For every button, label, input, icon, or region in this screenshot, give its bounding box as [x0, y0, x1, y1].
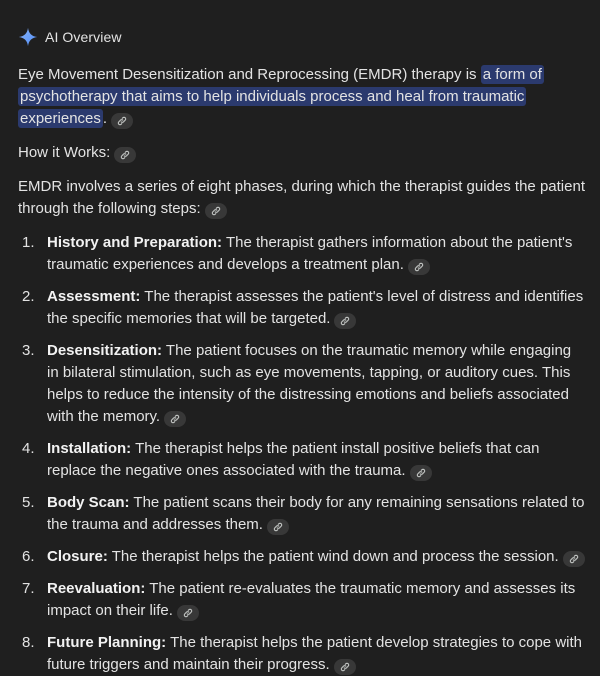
step-title: Body Scan:: [47, 494, 130, 511]
step-number: 6.: [22, 548, 35, 565]
list-item: [18, 546, 586, 568]
step-number: 4.: [22, 440, 35, 457]
step-description: The patient focuses on the traumatic memory while engaging in bilateral stimulation, such as eye movements, tapping, or auditory cues. This helps to reduce the intensity of the distressing emotions and beliefs associated with the memory.: [47, 342, 572, 425]
source-link-button[interactable]: [111, 113, 133, 129]
step-number: 5.: [22, 494, 35, 511]
list-item: [18, 632, 586, 676]
step-title: Assessment:: [47, 288, 141, 305]
list-item: [18, 492, 586, 536]
source-link-button[interactable]: [205, 203, 227, 219]
link-icon: [340, 316, 350, 326]
step-text: [47, 578, 586, 622]
link-icon: [569, 554, 579, 564]
step-number: 1.: [22, 234, 35, 251]
step-text: [47, 492, 586, 536]
link-icon: [414, 262, 424, 272]
step-description: The therapist assesses the patient's level of distress and identifies the specific memories that will be targeted.: [47, 288, 584, 327]
list-item: [18, 340, 586, 428]
step-text: [47, 232, 586, 276]
source-link-button[interactable]: [408, 259, 430, 275]
link-icon: [117, 116, 127, 126]
link-icon: [170, 414, 180, 424]
source-link-button[interactable]: [177, 605, 199, 621]
source-link-button[interactable]: [410, 465, 432, 481]
list-item: [18, 232, 586, 276]
how-it-works-label: How it Works:: [18, 144, 111, 161]
source-link-button[interactable]: [563, 551, 585, 567]
sparkle-icon: [18, 27, 38, 47]
step-number: 7.: [22, 580, 35, 597]
steps-list: [18, 232, 586, 676]
source-link-button[interactable]: [334, 659, 356, 675]
link-icon: [183, 608, 193, 618]
step-title: Closure:: [47, 548, 108, 565]
source-link-button[interactable]: [114, 147, 136, 163]
step-description: The patient scans their body for any remaining sensations related to the trauma and addresses them.: [47, 494, 585, 533]
link-icon: [120, 150, 130, 160]
intro-highlight: a form of psychotherapy that aims to help individuals process and heal from traumatic experiences: [20, 66, 542, 127]
source-link-button[interactable]: [267, 519, 289, 535]
phases-intro-text: EMDR involves a series of eight phases, during which the therapist guides the patient through the following steps:: [18, 178, 585, 217]
ai-overview-header: [18, 26, 586, 48]
step-title: History and Preparation:: [47, 234, 223, 251]
source-link-button[interactable]: [334, 313, 356, 329]
intro-tail: .: [102, 110, 108, 127]
list-item: [18, 438, 586, 482]
link-icon: [416, 468, 426, 478]
intro-paragraph: [18, 64, 586, 130]
link-icon: [211, 206, 221, 216]
step-description: The therapist helps the patient wind down and process the session.: [107, 548, 559, 565]
link-icon: [340, 662, 350, 672]
step-description: The therapist gathers information about the patient's traumatic experiences and develops a treatment plan.: [47, 234, 573, 273]
step-number: 8.: [22, 634, 35, 651]
step-title: Installation:: [47, 440, 132, 457]
ai-overview-title: AI Overview: [45, 29, 122, 45]
how-it-works-heading: [18, 142, 586, 164]
step-description: The patient re-evaluates the traumatic memory and assesses its impact on their life.: [47, 580, 576, 619]
step-text: [47, 340, 586, 428]
step-number: 2.: [22, 288, 35, 305]
step-title: Reevaluation:: [47, 580, 146, 597]
step-text: [47, 632, 586, 676]
step-text: [47, 286, 586, 330]
list-item: [18, 286, 586, 330]
step-title: Future Planning:: [47, 634, 167, 651]
source-link-button[interactable]: [164, 411, 186, 427]
step-description: The therapist helps the patient install positive beliefs that can replace the negative ones associated with the trauma.: [47, 440, 540, 479]
phases-intro: [18, 176, 586, 220]
step-text: [47, 438, 586, 482]
link-icon: [273, 522, 283, 532]
step-number: 3.: [22, 342, 35, 359]
step-description: The therapist helps the patient develop strategies to cope with future triggers and maintain their progress.: [47, 634, 582, 673]
intro-lead: Eye Movement Desensitization and Reprocessing (EMDR) therapy is: [18, 66, 481, 83]
step-title: Desensitization:: [47, 342, 163, 359]
step-text: [47, 546, 586, 568]
list-item: [18, 578, 586, 622]
